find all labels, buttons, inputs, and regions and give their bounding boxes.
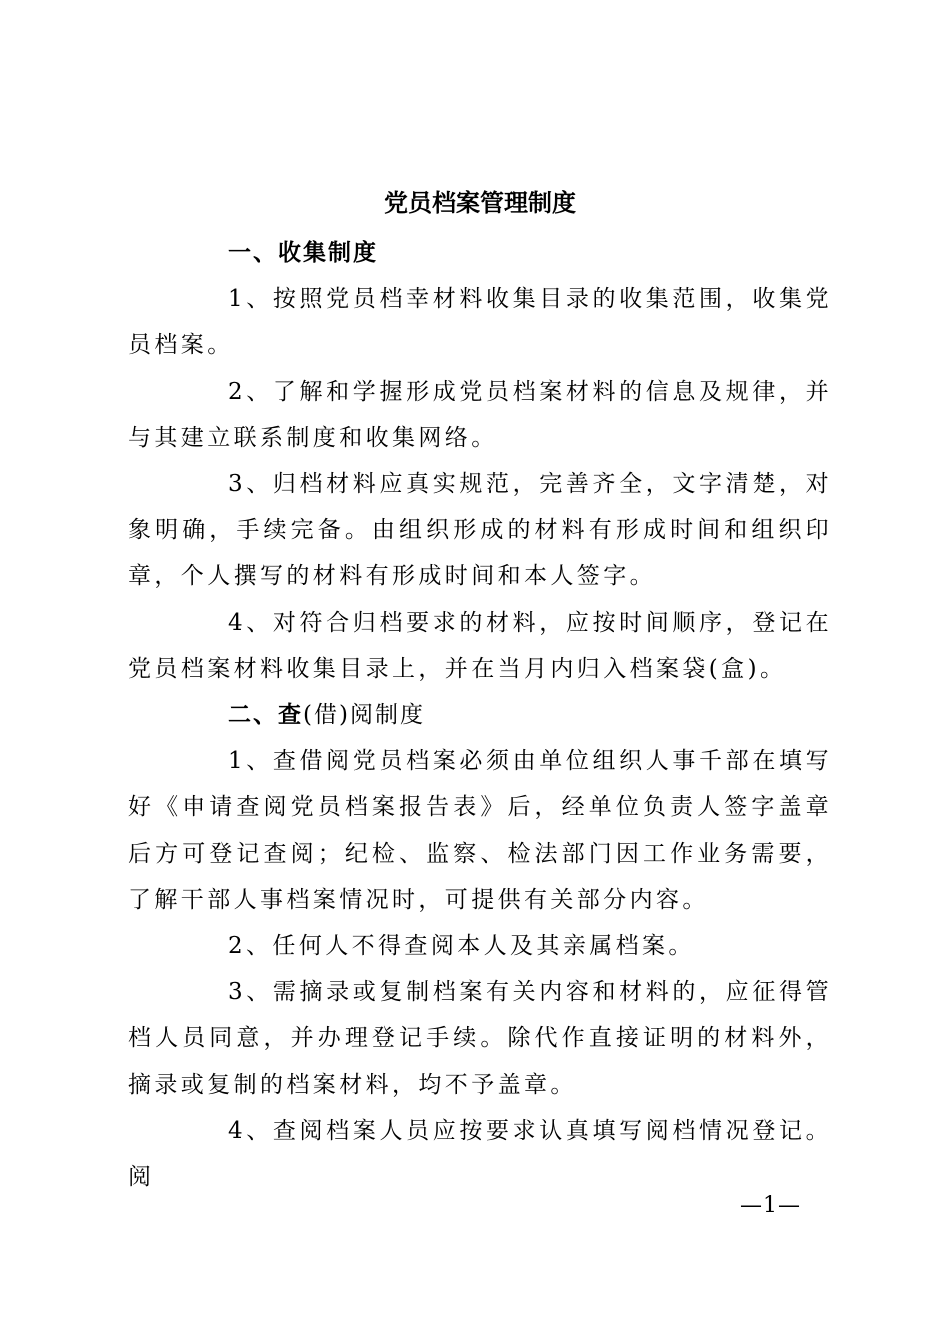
paragraph: 2、任何人不得查阅本人及其亲属档案。 bbox=[228, 933, 695, 960]
paragraph: 2、了解和学握形成党员档案材料的信息及规律，并与其建立联系制度和收集网络。 bbox=[128, 378, 832, 451]
paragraph: 3、归档材料应真实规范，完善齐全，文字清楚，对象明确，手续完备。由组织形成的材料有形成时间和组织印章，个人撰写的材料有形成时间和本人签字。 bbox=[128, 471, 832, 590]
paragraph: 1、查借阅党员档案必须由单位组织人事千部在填写好《申请查阅党员档案报告表》后，经单位负责人签字盖章后方可登记查阅；纪检、监察、检法部门因工作业务需要，了解干部人事档案情况时，可提供有关部分内容。 bbox=[128, 748, 832, 913]
document-body bbox=[128, 230, 832, 1200]
section-heading-bold: 二、查 bbox=[228, 702, 303, 729]
section-heading-access bbox=[128, 692, 832, 738]
document-title: 党员档案管理制度 bbox=[384, 188, 576, 217]
paragraph: 3、需摘录或复制档案有关内容和材料的，应征得管档人员同意，并办理登记手续。除代作直接证明的材料外，摘录或复制的档案材料，均不予盖章。 bbox=[128, 979, 832, 1098]
page-number: —1— bbox=[740, 1193, 801, 1218]
paragraph: 1、按照党员档幸材料收集目录的收集范围，收集党员档案。 bbox=[128, 286, 832, 359]
section-heading-collection: 一、收集制度 bbox=[228, 240, 378, 266]
paragraph: 4、对符合归档要求的材料，应按时间顺序，登记在党员档案材料收集目录上，并在当月内归入档案袋(盒)。 bbox=[128, 609, 832, 682]
section-heading-rest: (借)阅制度 bbox=[303, 702, 425, 729]
paragraph: 4、查阅档案人员应按要求认真填写阅档情况登记。阅 bbox=[128, 1117, 832, 1191]
